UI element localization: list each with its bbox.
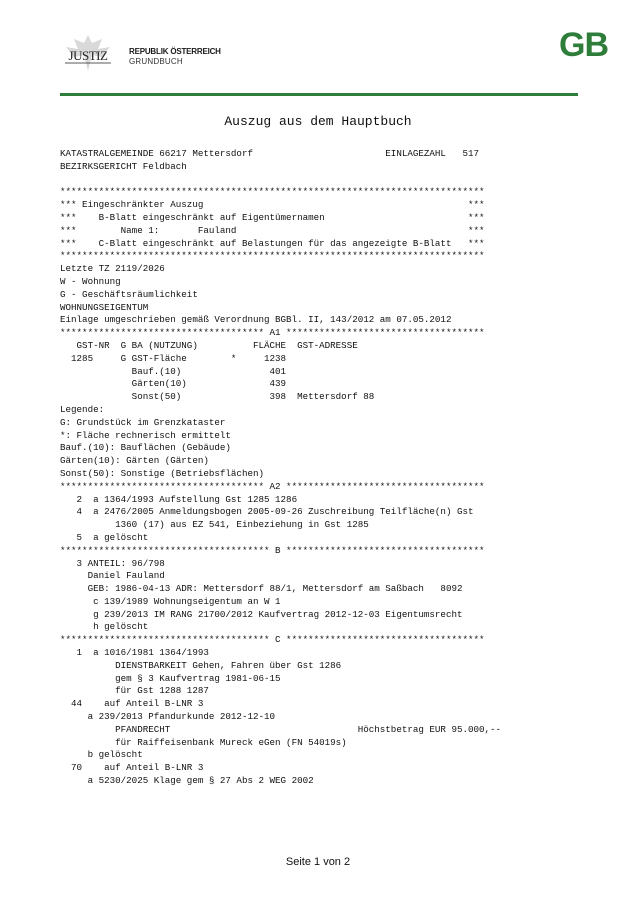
extract-line: ************************************** C ************************************: [60, 634, 485, 646]
extract-line: 70 auf Anteil B-LNR 3: [60, 762, 204, 774]
extract-line: WOHNUNGSEIGENTUM: [60, 301, 149, 313]
extract-line: *** Eingeschränkter Auszug ***: [60, 199, 485, 211]
extract-line: a 5230/2025 Klage gem § 27 Abs 2 WEG 2002: [60, 775, 314, 787]
extract-line: Sonst(50): Sonstige (Betriebsflächen): [60, 467, 264, 479]
extract-line: *: Fläche rechnerisch ermittelt: [60, 429, 231, 441]
extract-line: ************************************* A1 ************************************: [60, 327, 485, 339]
extract-line: [60, 174, 501, 187]
extract-line: KATASTRALGEMEINDE 66217 Mettersdorf EINLAGEZAHL 517: [60, 148, 480, 159]
extract-line: GEB: 1986-04-13 ADR: Mettersdorf 88/1, Mettersdorf am Saßbach 8092: [60, 583, 463, 595]
gb-badge: GB: [559, 26, 608, 64]
register-label: GRUNDBUCH: [129, 57, 183, 66]
extract-line: Gärten(10): Gärten (Gärten): [60, 455, 209, 467]
justiz-eagle-logo: [62, 33, 114, 73]
extract-line: 2 a 1364/1993 Aufstellung Gst 1285 1286: [60, 493, 298, 505]
logo-word: JUSTIZ: [68, 48, 108, 63]
extract-line: gem § 3 Kaufvertrag 1981-06-15: [60, 672, 281, 684]
extract-line: g 239/2013 IM RANG 21700/2012 Kaufvertrag 2012-12-03 Eigentumsrecht: [60, 608, 463, 620]
extract-line: G - Geschäftsräumlichkeit: [60, 288, 198, 300]
extract-line: Daniel Fauland: [60, 570, 165, 582]
header-rule: [60, 93, 578, 96]
extract-line: W - Wohnung: [60, 275, 121, 287]
extract-line: G: Grundstück im Grenzkataster: [60, 416, 226, 428]
extract-line: PFANDRECHT Höchstbetrag EUR 95.000,--: [60, 723, 502, 735]
extract-line: Letzte TZ 2119/2026: [60, 263, 165, 275]
extract-line: für Gst 1288 1287: [60, 685, 209, 697]
extract-line: 1 a 1016/1981 1364/1993: [60, 647, 209, 659]
extract-line: 5 a gelöscht: [60, 531, 149, 543]
extract-line: *****************************************************************************: [60, 250, 485, 262]
extract-line: a 239/2013 Pfandurkunde 2012-12-10: [60, 711, 276, 723]
extract-line: Sonst(50) 398 Mettersdorf 88: [60, 391, 375, 403]
extract-line: *** Name 1: Fauland ***: [60, 224, 485, 236]
extract-line: *** C-Blatt eingeschränkt auf Belastungen für das angezeigte B-Blatt ***: [60, 237, 485, 249]
page-number: Seite 1 von 2: [285, 856, 351, 868]
issuer-block: [129, 47, 221, 67]
extract-line: 3 ANTEIL: 96/798: [60, 557, 165, 569]
extract-line: ************************************** B ************************************: [60, 544, 485, 556]
extract-line: GST-NR G BA (NUTZUNG) FLÄCHE GST-ADRESSE: [60, 339, 358, 351]
extract-line: für Raiffeisenbank Mureck eGen (FN 54019s): [60, 736, 347, 748]
document-header: [0, 0, 636, 100]
extract-line: h gelöscht: [60, 621, 149, 633]
extract-line: *****************************************************************************: [60, 186, 485, 198]
extract-line: 1360 (17) aus EZ 541, Einbeziehung in Gst 1285: [60, 519, 369, 531]
extract-line: 44 auf Anteil B-LNR 3: [60, 698, 204, 710]
extract-line: Bauf.(10) 401: [60, 365, 287, 377]
extract-line: DIENSTBARKEIT Gehen, Fahren über Gst 1286: [60, 659, 342, 671]
extract-line: Einlage umgeschrieben gemäß Verordnung BGBl. II, 143/2012 am 07.05.2012: [60, 314, 452, 326]
extract-line: BEZIRKSGERICHT Feldbach: [60, 160, 187, 172]
republic-label: REPUBLIK ÖSTERREICH: [129, 47, 221, 56]
document-title: Auszug aus dem Hauptbuch: [224, 114, 412, 129]
extract-line: Legende:: [60, 403, 105, 415]
extract-line: Bauf.(10): Bauflächen (Gebäude): [60, 442, 231, 454]
extract-line: *** B-Blatt eingeschränkt auf Eigentümernamen ***: [60, 211, 485, 223]
extract-line: Gärten(10) 439: [60, 378, 287, 390]
extract-line: 1285 G GST-Fläche * 1238: [60, 352, 287, 364]
extract-line: 4 a 2476/2005 Anmeldungsbogen 2005-09-26 Zuschreibung Teilfläche(n) Gst: [60, 506, 474, 518]
register-extract-body: [60, 148, 501, 788]
extract-line: c 139/1989 Wohnungseigentum an W 1: [60, 595, 281, 607]
extract-line: ************************************* A2 ************************************: [60, 480, 485, 492]
extract-line: b gelöscht: [60, 749, 143, 761]
